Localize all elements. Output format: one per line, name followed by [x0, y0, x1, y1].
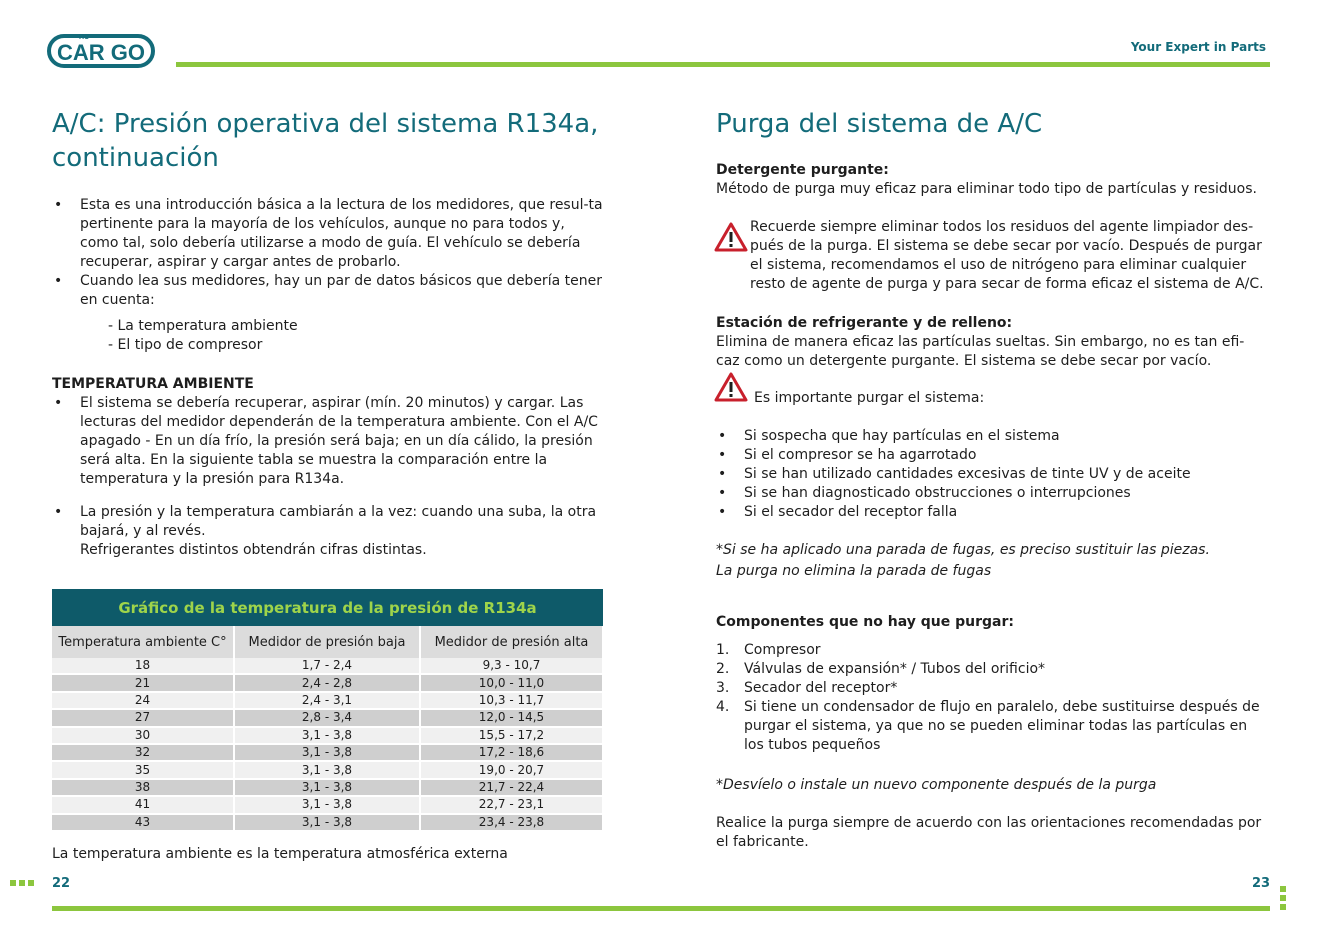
table-cell: 21,7 - 22,4 — [420, 779, 603, 796]
table-cell: 10,0 - 11,0 — [420, 674, 603, 691]
detergent-section — [716, 161, 1276, 199]
bottom-divider — [52, 906, 1270, 911]
components-section — [716, 613, 1268, 755]
table-cell: 10,3 - 11,7 — [420, 692, 603, 709]
ambient-section — [52, 375, 604, 560]
table-cell: 18 — [52, 658, 234, 674]
column-header: Medidor de presión baja — [234, 626, 420, 658]
item-text: Secador del receptor* — [744, 680, 898, 696]
item-text: Compresor — [744, 642, 821, 658]
table-row — [52, 674, 603, 691]
table-row — [52, 709, 603, 726]
table-cell: 3,1 - 3,8 — [234, 744, 420, 761]
detergent-text: Método de purga muy eficaz para eliminar todo tipo de partículas y residuos. — [716, 181, 1257, 197]
list-item: • Si el compresor se ha agarrotado — [716, 446, 1266, 465]
list-item: • Si se han diagnosticado obstrucciones o interrupciones — [716, 484, 1266, 503]
table-row — [52, 761, 603, 778]
section-heading: TEMPERATURA AMBIENTE — [52, 376, 254, 392]
footer-square — [28, 880, 34, 886]
note-line: *Si se ha aplicado una parada de fugas, es preciso sustituir las piezas. — [716, 542, 1210, 558]
footer-square — [1280, 904, 1286, 910]
list-item — [716, 679, 1268, 698]
left-intro — [52, 196, 604, 355]
sub-item-temperature: - La temperatura ambiente — [108, 318, 298, 334]
list-item — [716, 698, 1268, 755]
table-row — [52, 796, 603, 813]
table-cell: 15,5 - 17,2 — [420, 727, 603, 744]
tagline: Your Expert in Parts — [1130, 40, 1266, 54]
footer-square — [10, 880, 16, 886]
table-cell: 3,1 - 3,8 — [234, 779, 420, 796]
table-cell: 30 — [52, 727, 234, 744]
list-item: • Cuando lea sus medidores, hay un par de datos básicos que debería tener en cuenta: — [52, 272, 604, 310]
table-cell: 41 — [52, 796, 234, 813]
table-cell: 3,1 - 3,8 — [234, 796, 420, 813]
table-cell: 9,3 - 10,7 — [420, 658, 603, 674]
warning-icon — [714, 222, 748, 256]
table-cell: 38 — [52, 779, 234, 796]
table-row — [52, 658, 603, 674]
right-page-title: Purga del sistema de A/C — [716, 109, 1043, 139]
table-cell: 43 — [52, 814, 234, 831]
bullet-text: Refrigerantes distintos obtendrán cifras distintas. — [80, 542, 427, 558]
footer-square — [1280, 895, 1286, 901]
bullet-text: La presión y la temperatura cambiarán a la vez: cuando una suba, la otra bajará, y al revés. — [80, 504, 597, 539]
table-cell: 19,0 - 20,7 — [420, 761, 603, 778]
table-row — [52, 779, 603, 796]
column-header: Medidor de presión alta — [420, 626, 603, 658]
item-number: 2. — [716, 661, 730, 677]
pressure-data-table — [52, 626, 604, 832]
table-footnote: La temperatura ambiente es la temperatura atmosférica externa — [52, 846, 508, 862]
list-item: • Esta es una introducción básica a la lectura de los medidores, que resul-ta pertinente para la mayoría de los vehículos, aunque no para todos y, como tal, solo debería utilizarse a modo de guía. El vehículo se debería recuperar, aspirar y cargar antes de probarlo. — [52, 196, 604, 272]
table-cell: 3,1 - 3,8 — [234, 727, 420, 744]
table-cell: 2,4 - 3,1 — [234, 692, 420, 709]
item-text: Si tiene un condensador de flujo en paralelo, debe sustituirse después de purgar el sistema, ya que no se pueden eliminar todas las partículas en los tubos pequeños — [744, 699, 1260, 753]
table-cell: 21 — [52, 674, 234, 691]
table-cell: 24 — [52, 692, 234, 709]
components-heading: Componentes que no hay que purgar: — [716, 614, 1014, 630]
item-text: Válvulas de expansión* / Tubos del orificio* — [744, 661, 1046, 677]
list-item — [716, 660, 1268, 679]
logo-hc: HC — [78, 34, 90, 41]
pressure-table — [52, 589, 603, 832]
leak-stop-note — [716, 540, 1266, 582]
station-text: Elimina de manera eficaz las partículas sueltas. Sin embargo, no es tan efi-caz como un detergente purgante. El sistema se debe secar por vacío. — [716, 334, 1245, 369]
list-item — [52, 503, 604, 560]
table-row — [52, 692, 603, 709]
list-item — [716, 641, 1268, 660]
final-text: Realice la purga siempre de acuerdo con las orientaciones recomendadas por el fabricante. — [716, 815, 1262, 850]
item-number: 1. — [716, 642, 730, 658]
warning-text-residues: Recuerde siempre eliminar todos los residuos del agente limpiador des-pués de la purga. El sistema se debe secar por vacío. Después de purgar el sistema, recomendamos el uso de nitrógeno para eliminar cualquier resto de agente de purga y para secar de forma eficaz el sistema de A/C. — [750, 219, 1264, 292]
table-cell: 3,1 - 3,8 — [234, 814, 420, 831]
bypass-note: *Desvíelo o instale un nuevo componente después de la purga — [716, 777, 1157, 793]
list-item: • Si sospecha que hay partículas en el sistema — [716, 427, 1266, 446]
table-row — [52, 814, 603, 831]
left-title-line1: A/C: Presión operativa del sistema R134a, — [52, 109, 599, 139]
column-header: Temperatura ambiente C° — [52, 626, 234, 658]
list-item: • Si se han utilizado cantidades excesivas de tinte UV y de aceite — [716, 465, 1266, 484]
sub-item-compressor: - El tipo de compresor — [108, 337, 263, 353]
item-number: 3. — [716, 680, 730, 696]
cargo-logo — [47, 30, 155, 68]
purge-reasons — [716, 427, 1266, 522]
table-cell: 1,7 - 2,4 — [234, 658, 420, 674]
table-cell: 22,7 - 23,1 — [420, 796, 603, 813]
station-heading: Estación de refrigerante y de relleno: — [716, 315, 1013, 331]
table-cell: 2,4 - 2,8 — [234, 674, 420, 691]
table-row — [52, 727, 603, 744]
station-section — [716, 314, 1256, 371]
table-title: Gráfico de la temperatura de la presión de R134a — [52, 589, 603, 626]
left-page-title — [52, 107, 652, 175]
logo-text: CAR GO — [57, 40, 145, 65]
table-cell: 12,0 - 14,5 — [420, 709, 603, 726]
table-cell: 3,1 - 3,8 — [234, 761, 420, 778]
list-item: • El sistema se debería recuperar, aspirar (mín. 20 minutos) y cargar. Las lecturas del medidor dependerán de la temperatura ambiente. Con el A/C apagado - En un día frío, la presión será baja; en un día cálido, la presión será alta. En la siguiente tabla se muestra la comparación entre la temperatura y la presión para R134a. — [52, 394, 604, 489]
table-cell: 23,4 - 23,8 — [420, 814, 603, 831]
footer-square — [19, 880, 25, 886]
footer-square — [1280, 886, 1286, 892]
page-number-left: 22 — [52, 876, 71, 891]
item-number: 4. — [716, 699, 730, 715]
list-item: • Si el secador del receptor falla — [716, 503, 1266, 522]
table-cell: 35 — [52, 761, 234, 778]
table-cell: 27 — [52, 709, 234, 726]
note-line: La purga no elimina la parada de fugas — [716, 563, 992, 579]
warning-text-purge: Es importante purgar el sistema: — [754, 390, 985, 406]
warning-icon — [714, 372, 748, 406]
table-cell: 32 — [52, 744, 234, 761]
table-cell: 17,2 - 18,6 — [420, 744, 603, 761]
table-row — [52, 744, 603, 761]
left-title-line2: continuación — [52, 143, 219, 173]
table-cell: 2,8 - 3,4 — [234, 709, 420, 726]
detergent-heading: Detergente purgante: — [716, 162, 889, 178]
page-number-right: 23 — [1252, 876, 1271, 891]
top-divider — [176, 62, 1270, 67]
